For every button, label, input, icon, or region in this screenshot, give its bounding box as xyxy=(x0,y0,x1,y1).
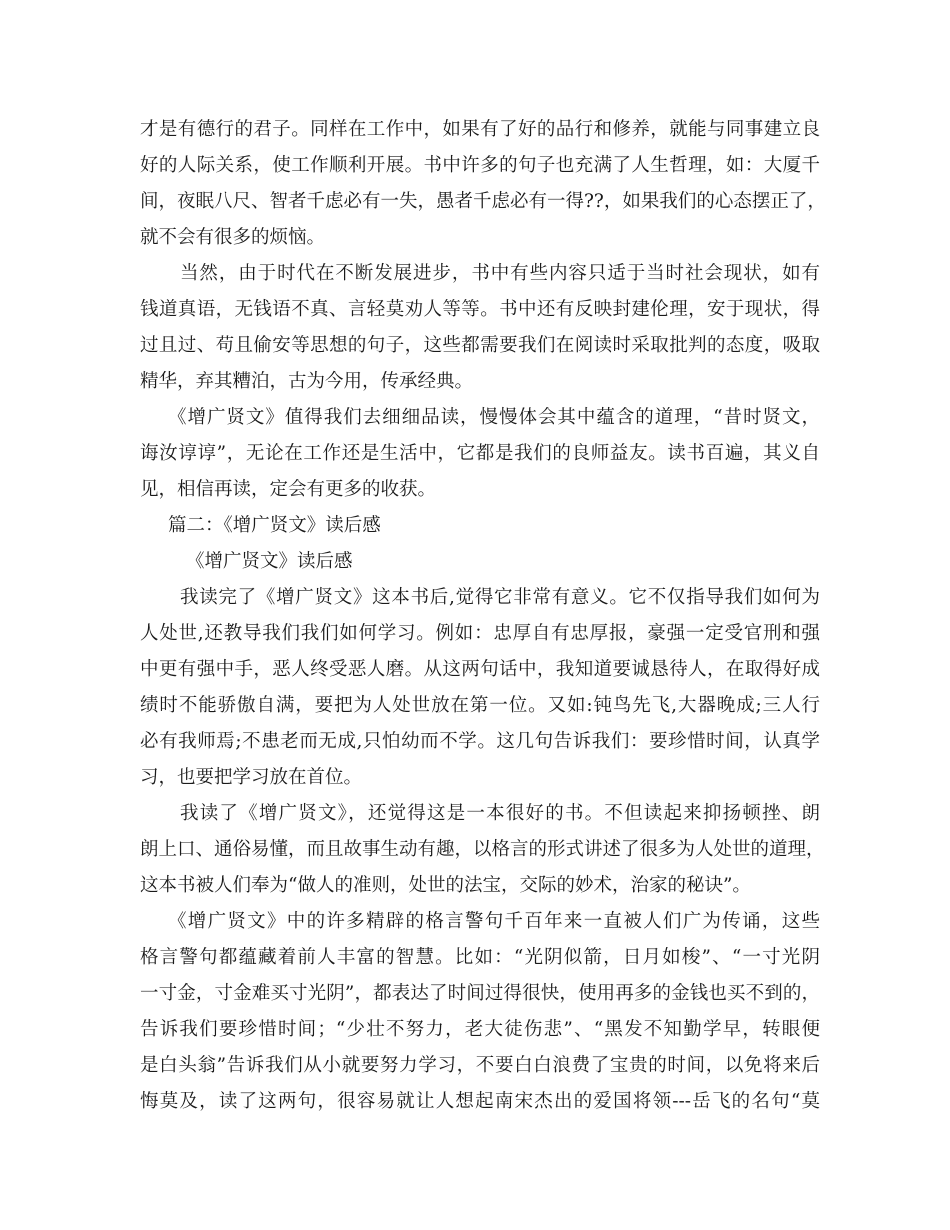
text-line: 告诉我们要珍惜时间；“少壮不努力，老大徒伤悲”、“黑发不知勤学早，转眼便 xyxy=(140,1019,820,1040)
text-line: 绩时不能骄傲自满，要把为人处世放在第一位。又如:钝鸟先飞,大器晚成;三人行 xyxy=(140,695,820,716)
text-line: 就不会有很多的烦恼。 xyxy=(140,227,326,248)
text-line: 过且过、苟且偷安等思想的句子，这些都需要我们在阅读时采取批判的态度，吸取 xyxy=(140,335,820,356)
text-line: 中更有强中手，恶人终受恶人磨。从这两句话中，我知道要诚恳待人，在取得好成 xyxy=(140,659,820,680)
document-page xyxy=(140,112,826,1120)
text-line: 是白头翁”告诉我们从小就要努力学习，不要白白浪费了宝贵的时间，以免将来后 xyxy=(140,1055,820,1076)
text-line: 当然，由于时代在不断发展进步，书中有些内容只适于当时社会现状，如有 xyxy=(180,263,820,284)
text-line: 这本书被人们奉为“做人的准则，处世的法宝，交际的妙术，治家的秘诀”。 xyxy=(140,875,751,896)
text-line: 诲汝谆谆”，无论在工作还是生活中，它都是我们的良师益友。读书百遍，其义自 xyxy=(140,443,820,464)
text-line: 一寸金，寸金难买寸光阴”，都表达了时间过得很快，使用再多的金钱也买不到的， xyxy=(140,983,820,1004)
text-line: 人处世,还教导我们我们如何学习。例如：忠厚自有忠厚报，豪强一定受官刑和强 xyxy=(140,623,820,644)
text-line: 钱道真语，无钱语不真、言轻莫劝人等等。书中还有反映封建伦理，安于现状，得 xyxy=(140,299,820,320)
text-line: 我读完了《增广贤文》这本书后,觉得它非常有意义。它不仅指导我们如何为 xyxy=(180,587,820,608)
text-line: 精华，弃其糟泊，古为今用，传承经典。 xyxy=(140,371,474,392)
text-line: 习，也要把学习放在首位。 xyxy=(140,767,363,788)
text-line: 见，相信再读，定会有更多的收获。 xyxy=(140,479,437,500)
article-title: 《增广贤文》读后感 xyxy=(186,551,353,572)
text-line: 间，夜眠八尺、智者千虑必有一失，愚者千虑必有一得??，如果我们的心态摆正了， xyxy=(140,191,826,212)
text-line: 朗上口、通俗易懂，而且故事生动有趣，以格言的形式讲述了很多为人处世的道理， xyxy=(140,839,825,860)
text-line: 我读了《增广贤文》，还觉得这是一本很好的书。不但读起来抑扬顿挫、朗 xyxy=(180,803,820,824)
text-line: 《增广贤文》中的许多精辟的格言警句千百年来一直被人们广为传诵，这些 xyxy=(168,911,820,932)
text-line: 《增广贤文》值得我们去细细品读，慢慢体会其中蕴含的道理，“昔时贤文， xyxy=(168,407,820,428)
text-line: 好的人际关系，使工作顺利开展。书中许多的句子也充满了人生哲理，如：大厦千 xyxy=(140,155,820,176)
text-line: 才是有德行的君子。同样在工作中，如果有了好的品行和修养，就能与同事建立良 xyxy=(140,119,820,140)
text-line: 悔莫及，读了这两句，很容易就让人想起南宋杰出的爱国将领---岳飞的名句“莫 xyxy=(140,1091,820,1112)
text-line: 必有我师焉;不患老而无成,只怕幼而不学。这几句告诉我们：要珍惜时间，认真学 xyxy=(140,731,820,752)
section-heading: 篇二：《增广贤文》读后感 xyxy=(168,515,381,536)
text-line: 格言警句都蕴藏着前人丰富的智慧。比如：“光阴似箭，日月如梭”、“一寸光阴 xyxy=(140,947,820,968)
